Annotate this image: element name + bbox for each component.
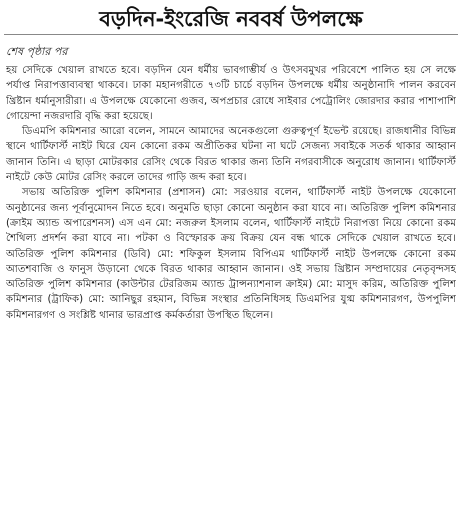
continued-from-label: শেষ পৃষ্ঠার পর [6, 45, 68, 58]
article-paragraph: সভায় অতিরিক্ত পুলিশ কমিশনার (প্রশাসন) মো: সরওয়ার বলেন, থার্টিফার্স্ট নাইট উপলক্ষে যেকোনো অনুষ্ঠানের জন্য পূর্বানুমোদন নিতে হবে। অনুমতি ছাড়া কোনো অনুষ্ঠান করা যাবে না। অতিরিক্ত পুলিশ কমিশনার (ক্রাইম অ্যান্ড অপারেশনস) এস এন মো: নজরুল ইসলাম বলেন, থার্টিফার্স্ট নাইটে নিরাপত্তা নিয়ে কোনো রকম শৈথিল্য প্রদর্শন করা যাবে না। পটকা ও বিস্ফোরক ক্রয় বিক্রয় যেন বন্ধ থাকে সেদিকে খেয়াল রাখতে হবে। অতিরিক্ত পুলিশ কমিশনার (ডিবি) মো: শফিকুল ইসলাম বিপিএম থার্টিফার্স্ট নাইট উপলক্ষে কোনো রকম আতশবাজি ও ফানুস উড়ানো থেকে বিরত থাকার আহ্বান জানান। ওই সভায় খ্রিষ্টান সম্প্রদায়ের নেতৃবৃন্দসহ অতিরিক্ত পুলিশ কমিশনার (কাউন্টার টেররিজম অ্যান্ড ট্রান্সন্যাশনাল ক্রাইম) মো: মাসুদ করিম, অতিরিক্ত পুলিশ কমিশনার (ট্রাফিক) মো: আনিছুর রহমান, বিভিন্ন সংস্থার প্রতিনিধিসহ ডিএমপির যুগ্ম কমিশনারগণ, উপপুলিশ কমিশনারগণ ও সংশ্লিষ্ট থানার ভারপ্রাপ্ত কর্মকর্তারা উপস্থিত ছিলেন। [6, 187, 456, 321]
article-body [6, 63, 456, 527]
headline: বড়দিন-ইংরেজি নববর্ষ উপলক্ষে [4, 4, 458, 35]
article-paragraph: ডিএমপি কমিশনার আরো বলেন, সামনে আমাদের অনেকগুলো গুরুত্বপূর্ণ ইভেন্ট রয়েছে। রাজধানীর বিভিন্ন স্থানে থার্টিফার্স্ট নাইট ঘিরে যেন কোনো রকম অপ্রীতিকর ঘটনা না ঘটে সেজন্য সবাইকে সতর্ক থাকার আহ্বান জানান তিনি। এ ছাড়া মোটরকার রেসিং থেকে বিরত থাকার জন্য তিনি নগরবাসীকে অনুরোধ জানান। থার্টিফার্স্ট নাইটে কেউ মোটর রেসিং করলে তাদের গাড়ি জব্দ করা হবে। [6, 126, 456, 184]
article-paragraph: হয় সেদিকে খেয়াল রাখতে হবে। বড়দিন যেন ধর্মীয় ভাবগাম্ভীর্য ও উৎসবমুখর পরিবেশে পালিত হয় সে লক্ষে পর্যাপ্ত নিরাপত্তাব্যবস্থা থাকবে। ঢাকা মহানগরীতে ৭৩টি চার্চে বড়দিন উপলক্ষে ধর্মীয় অনুষ্ঠানাদি পালন করবেন খ্রিষ্টান ধর্মানুসারীরা। এ উপলক্ষে যেকোনো গুজব, অপপ্রচার রোধে সাইবার পেট্রোলিং জোরদার করার পাশাপাশি গোয়েন্দা নজরদারি বৃদ্ধি করা হয়েছে। [6, 65, 456, 122]
